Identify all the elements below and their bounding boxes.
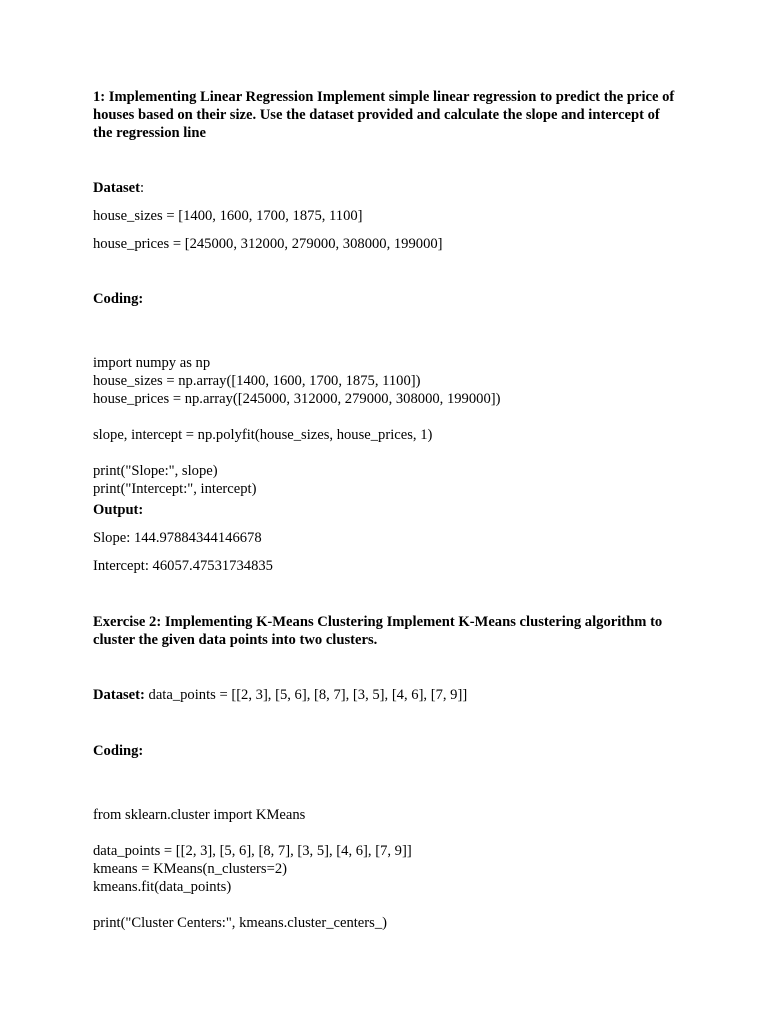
code-line: data_points = [[2, 3], [5, 6], [8, 7], [3, 5], [4, 6], [7, 9]] [93, 843, 412, 859]
exercise-2-coding-label: Coding: [93, 743, 144, 759]
dataset-label-text: Dataset: [93, 687, 145, 703]
exercise-1-dataset-line-1: house_sizes = [1400, 1600, 1700, 1875, 1100] [93, 208, 363, 224]
code-line: from sklearn.cluster import KMeans [93, 807, 306, 823]
code-line [93, 408, 683, 426]
exercise-1-coding-label: Coding: [93, 291, 144, 307]
exercise-1-output-label: Output: [93, 502, 144, 518]
code-line: kmeans.fit(data_points) [93, 879, 232, 895]
code-line: house_sizes = np.array([1400, 1600, 1700, 1875, 1100]) [93, 373, 421, 389]
code-line: slope, intercept = np.polyfit(house_sizes, house_prices, 1) [93, 427, 433, 443]
code-line [93, 896, 683, 914]
exercise-2-title: Exercise 2: Implementing K-Means Clustering Implement K-Means clustering algorithm to cluster the given data points into two clusters. [93, 614, 663, 648]
code-line: print("Slope:", slope) [93, 463, 218, 479]
exercise-1-dataset-label [93, 179, 683, 197]
exercise-2-dataset [93, 686, 683, 704]
exercise-1-output-slope: Slope: 144.97884344146678 [93, 530, 262, 546]
code-line: kmeans = KMeans(n_clusters=2) [93, 861, 287, 877]
dataset-value: data_points = [[2, 3], [5, 6], [8, 7], [3, 5], [4, 6], [7, 9]] [144, 687, 468, 703]
code-line: print("Intercept:", intercept) [93, 481, 257, 497]
exercise-1-title: 1: Implementing Linear Regression Implement simple linear regression to predict the price of houses based on their size. Use the dataset provided and calculate the slope and intercept of the regression line [93, 89, 675, 141]
dataset-label-text: Dataset [93, 180, 141, 196]
code-line: import numpy as np [93, 355, 211, 371]
exercise-2-code-block [93, 770, 683, 968]
code-line: print("Cluster Centers:", kmeans.cluster_centers_) [93, 915, 387, 931]
code-line [93, 444, 683, 462]
code-line [93, 824, 683, 842]
dataset-label-colon: : [140, 180, 145, 196]
exercise-1-output-intercept: Intercept: 46057.47531734835 [93, 558, 273, 574]
code-line: house_prices = np.array([245000, 312000, 279000, 308000, 199000]) [93, 391, 501, 407]
exercise-1-dataset-line-2: house_prices = [245000, 312000, 279000, 308000, 199000] [93, 236, 443, 252]
